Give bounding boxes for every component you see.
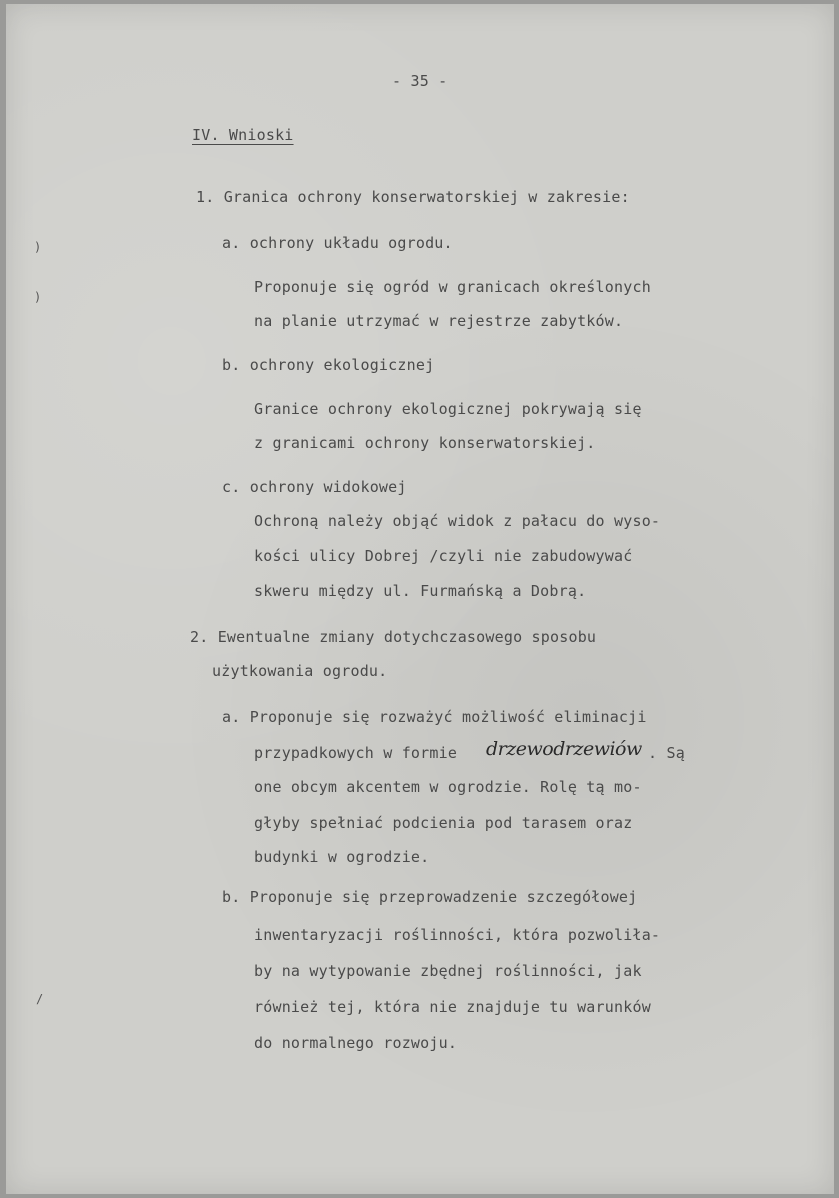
point-1b-line: Granice ochrony ekologicznej pokrywają się [254,400,642,418]
point-2a-line: a. Proponuje się rozważyć możliwość eliminacji [222,708,647,726]
point-2b-line: również tej, która nie znajduje tu warunków [254,998,651,1016]
handwritten-insertion: drzewodrzewiów [486,738,642,760]
point-1a-label: a. ochrony układu ogrodu. [222,234,453,252]
point-2b-line: inwentaryzacji roślinności, która pozwoliła- [254,926,661,944]
point-1c-label: c. ochrony widokowej [222,478,407,496]
section-heading: IV. Wnioski [192,126,294,144]
point-2b-line: by na wytypowanie zbędnej roślinności, jak [254,962,642,980]
point-2a-line: budynki w ogrodzie. [254,848,430,866]
point-2a-line: głyby spełniać podcienia pod tarasem oraz [254,814,633,832]
point-1c-line: skweru między ul. Furmańską a Dobrą. [254,582,587,600]
margin-mark: / [36,992,44,1006]
point-1c-line: kości ulicy Dobrej /czyli nie zabudowywać [254,547,633,565]
point-2a-line: one obcym akcentem w ogrodzie. Rolę tą mo- [254,778,642,796]
point-2b-line: do normalnego rozwoju. [254,1034,458,1052]
margin-mark: ) [34,290,42,304]
point-2b-line: b. Proponuje się przeprowadzenie szczegółowej [222,888,638,906]
point-1a-line: na planie utrzymać w rejestrze zabytków. [254,312,624,330]
point-1a-line: Proponuje się ogród w granicach określonych [254,278,651,296]
point-1b-label: b. ochrony ekologicznej [222,356,435,374]
page-number: - 35 - [392,72,448,90]
point-2a-line-end: . Są [648,744,685,762]
point-1b-line: z granicami ochrony konserwatorskiej. [254,434,596,452]
point-2-title: 2. Ewentualne zmiany dotychczasowego sposobu [190,628,597,646]
point-1-title: 1. Granica ochrony konserwatorskiej w zakresie: [196,188,630,206]
point-1c-line: Ochroną należy objąć widok z pałacu do wyso- [254,512,661,530]
point-2-title-cont: użytkowania ogrodu. [212,662,388,680]
point-2a-line: przypadkowych w formie [254,744,458,762]
margin-mark: ) [34,240,42,254]
document-page [6,4,834,1194]
